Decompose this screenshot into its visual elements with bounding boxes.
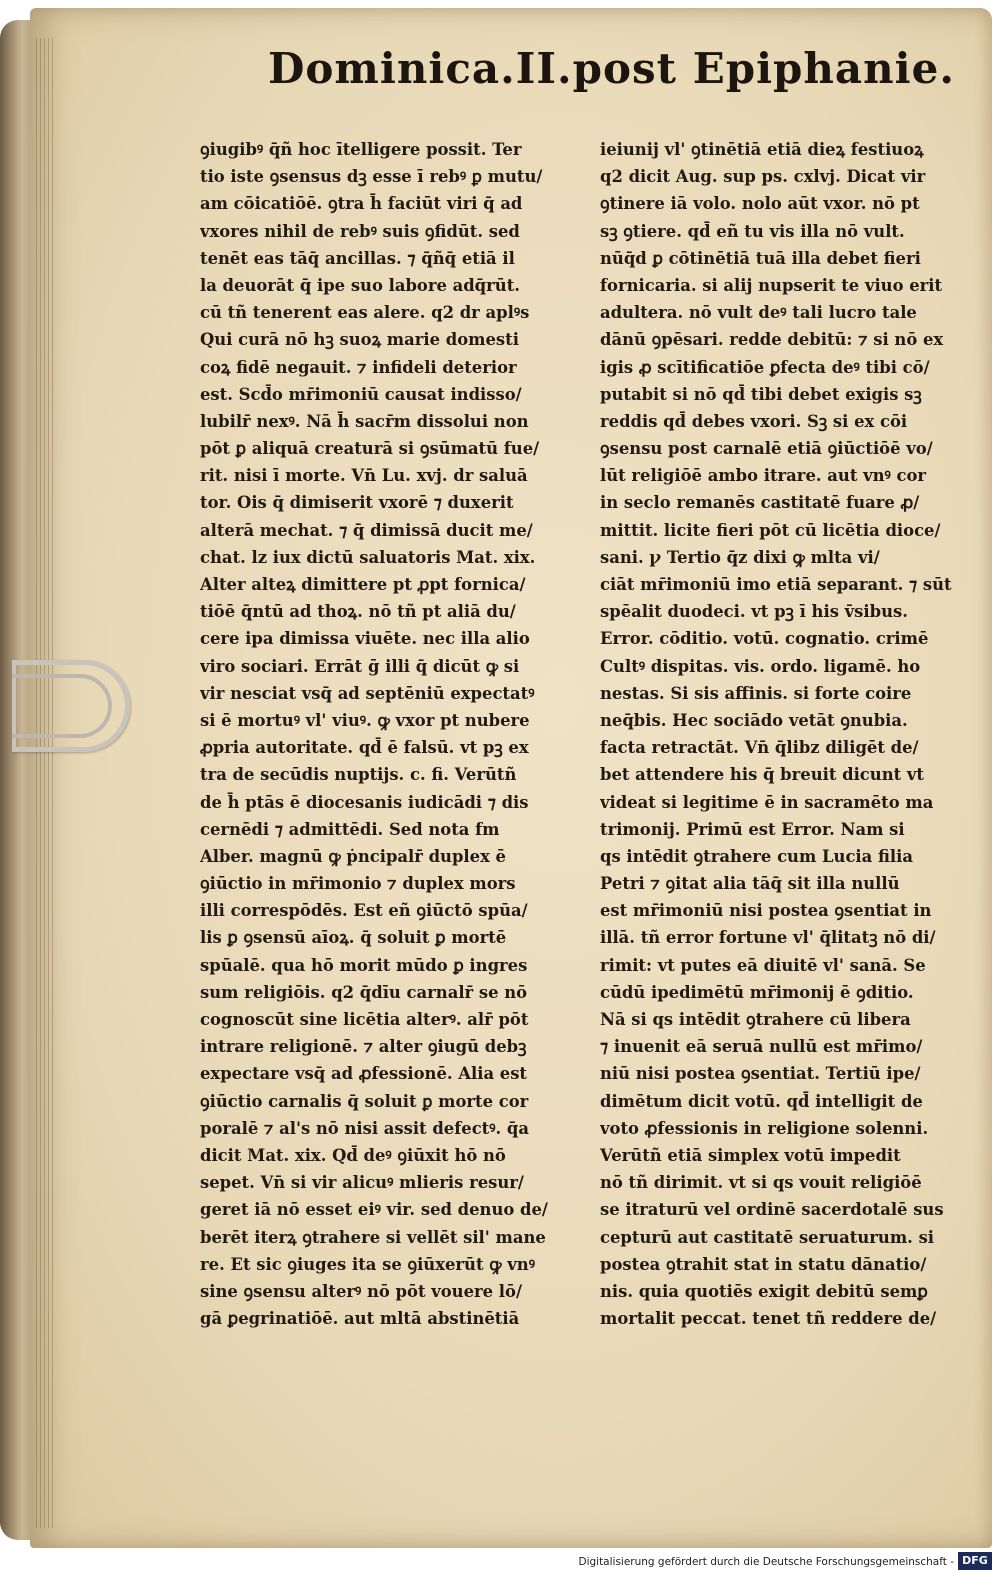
text-line: in seclo remanēs castitatē fuare ꝓ/ [600,493,920,513]
page-stack-lines [36,38,56,1528]
text-line: Verūtñ etiā simplex votū impedit [600,1145,901,1165]
text-line: reddis qd̄ debes vxori. Sꝫ si ex cōi [600,411,908,431]
text-line: postea ꝯtrahit stat in statu dānatio/ [600,1254,927,1274]
text-line: ⁊ inuenit eā seruā nullū est mr̄imo/ [600,1037,923,1057]
text-line: igis ꝓ scītificatiōe ꝑfecta deꝰ tibi cō/ [600,357,930,377]
text-line: neq̄bis. Hec sociādo vetāt ꝯnubia. [600,710,908,730]
text-line: cere ipa dimissa viuēte. nec illa alio [200,629,530,649]
text-line: ciāt mr̄imoniū imo etiā separant. ⁊ sūt [600,575,952,594]
text-line: mittit. licite fieri pōt cū licētia dioce/ [600,520,941,540]
text-line: cepturū aut castitatē seruaturum. si [600,1227,935,1247]
text-line: nō tñ dirimit. vt si qs vouit religiōē [600,1173,922,1193]
text-line: adultera. nō vult deꝰ tali lucro tale [600,303,917,323]
text-line: intrare religionē. ⁊ alter ꝯiugū debꝫ [200,1037,527,1057]
text-line: bet attendere his q̄ breuit dicunt vt [600,765,924,785]
text-line: tor. Ois q̄ dimiserit vxorē ⁊ duxerit [200,493,514,513]
text-line: de h̄ ptās ē diocesanis iudicādi ⁊ dis [200,792,529,812]
text-line: la deuorāt q̄ ipe suo labore adq̄rūt. [200,275,520,295]
text-line: cū tñ tenerent eas alere. q2 dr aplꝰs [200,303,530,323]
text-line: dānū ꝯpēsari. redde debitū: ⁊ si nō ex [600,330,944,350]
text-line: Error. cōditio. votū. cognatio. crimē [600,629,929,649]
footer-bar [0,1548,1000,1582]
text-line: poralē ⁊ al's nō nisi assit defectꝰ. q̄a [200,1118,530,1138]
text-line: Petri ⁊ ꝯitat alia tāq̄ sit illa nullū [600,874,900,894]
text-line: nis. quia quotiēs exigit debitū semꝑ [600,1281,928,1301]
text-line: videat si legitime ē in sacramēto ma [600,792,934,812]
text-line: sani. ꝩ Tertio q̄z dixi ꝙ mlta vi/ [600,547,880,567]
text-line: rimit: vt putes eā diuitē vl' sanā. Se [600,955,926,975]
text-line: chat. lz iux dictū saluatoris Mat. xix. [200,547,536,567]
text-line: ꝯiugibꝰ q̄ñ hoc ītelligere possit. Ter [200,140,522,159]
text-line: qs intēdit ꝯtrahere cum Lucia filia [600,846,913,866]
text-line: lubilr̄ nexꝰ. Nā h̄ sacr̄m dissolui non [200,411,529,431]
text-line: putabit si nō qd̄ tibi debet exigis sꝫ [600,384,922,404]
text-line: ꝯiūctio in mr̄imonio ⁊ duplex mors [200,874,516,894]
text-line: pōt ꝑ aliquā creaturā si ꝯsūmatū fue/ [200,439,540,459]
text-line: Qui curā nō hꝫ suoꝝ marie domesti [200,330,519,350]
text-line: sepet. Vn̄ si vir alicuꝰ mlieris resur/ [200,1173,524,1193]
text-line: spūalē. qua hō morit mūdo ꝑ ingres [200,955,528,975]
text-line: illā. tñ error fortune vl' q̄litatꝫ nō di/ [600,928,936,948]
funding-note: Digitalisierung gefördert durch die Deutsche Forschungsgemeinschaft - [578,1556,954,1568]
text-line: nūq̄d ꝑ cōtinētiā tuā illa debet fieri [600,248,921,268]
text-line: gā ꝑegrinatiōē. aut mltā abstinētiā [200,1309,520,1329]
text-line: est. Scd̄o mr̄imoniū causat indisso/ [200,384,522,404]
text-line: am cōicatiōē. ꝯtra h̄ faciūt viri q̄ ad [200,194,523,214]
text-line: sum religiōis. q2 q̄dīu carnalr̄ se nō [200,982,528,1002]
page-heading: Dominica.II.post Epiphanie. [268,44,955,93]
text-line: Alber. magnū ꝙ ṗncipalr̄ duplex ē [200,846,506,866]
text-line: trimonij. Primū est Error. Nam si [600,819,905,839]
text-line: expectare vsq̄ ad ꝓfessionē. Alia est [200,1064,528,1084]
text-line: spēalit duodeci. vt pꝫ ī his v̄sibus. [600,602,908,622]
text-line: cernēdi ⁊ admittēdi. Sed nota fm [200,819,500,839]
text-line: niū nisi postea ꝯsentiat. Tertiū ipe/ [600,1064,921,1084]
text-line: tra de secūdis nuptijs. c. fi. Verūtñ [200,765,517,785]
text-line: lis ꝑ ꝯsensū aīoꝝ. q̄ soluit ꝑ mortē [200,928,507,948]
text-line: alterā mechat. ⁊ q̄ dimissā ducit me/ [200,520,533,540]
text-line: est mr̄imoniū nisi postea ꝯsentiat in [600,901,932,921]
text-line: vir nesciat vsq̄ ad septēniū expectatꝰ [200,683,535,703]
text-line: ꝯsensu post carnalē etiā ꝯiūctiōē vo/ [600,439,933,459]
text-line: viro sociari. Errāt ḡ illi q̄ dicūt ꝙ si [200,656,520,676]
text-line: coꝝ fidē negauit. ⁊ infideli deterior [200,357,517,377]
text-line: sꝫ ꝯtiere. qd̄ eñ tu vis illa nō vult. [600,221,905,241]
text-line: ꝯtinere iā volo. nolo aūt vxor. nō pt [600,194,920,214]
text-line: ꝓpria autoritate. qd̄ ē falsū. vt pꝫ ex [200,738,529,758]
text-line: dimētum dicit votū. qd̄ intelligit de [600,1091,923,1111]
text-line: re. Et sic ꝯiuges ita se ꝯiūxerūt ꝙ vnꝰ [200,1254,535,1274]
text-line: si ē mortuꝰ vl' viuꝰ. ꝙ vxor pt nubere [200,710,530,730]
text-line: geret iā nō esset eiꝰ vir. sed denuo de/ [200,1200,548,1220]
text-line: Alter alteꝝ dimittere pt ꝓpt fornica/ [200,575,526,594]
text-line: tio iste ꝯsensus dꝫ esse ī rebꝰ ꝑ mutu/ [200,167,543,187]
text-line: facta retractāt. Vn̄ q̄libz diligēt de/ [600,738,919,758]
text-line: mortalit peccat. tenet tñ reddere de/ [600,1309,937,1329]
text-line: tenēt eas tāq̄ ancillas. ⁊ q̄ñq̄ etiā il [200,248,515,268]
text-line: ꝯiūctio carnalis q̄ soluit ꝑ morte cor [200,1091,529,1111]
text-line: cognoscūt sine licētia alterꝰ. alr̄ pōt [200,1010,529,1029]
text-line: vxores nihil de rebꝰ suis ꝯfidūt. sed [200,221,520,241]
right-text-column [600,136,970,1332]
text-line: q2 dicit Aug. sup ps. cxlvj. Dicat vir [600,167,926,187]
text-line: cūdū ipedimētū mr̄imonij ē ꝯditio. [600,982,914,1002]
left-text-column [200,136,585,1332]
text-line: nestas. Si sis affinis. si forte coire [600,683,912,703]
text-line: berēt iterꝝ ꝯtrahere si vellēt sil' mane [200,1227,546,1247]
text-line: Nā si qs intēdit ꝯtrahere cū libera [600,1010,911,1029]
text-line: lūt religiōē ambo itrare. aut vnꝰ cor [600,466,927,486]
text-line: fornicaria. si alij nupserit te viuo erit [600,275,943,295]
text-line: Cultꝰ dispitas. vis. ordo. ligamē. ho [600,656,921,676]
text-line: se itraturū vel ordinē sacerdotalē sus [600,1200,944,1220]
text-line: dicit Mat. xix. Qd̄ deꝰ ꝯiūxit hō nō [200,1145,506,1165]
paper-clip-inner [12,674,112,738]
text-line: tiōē q̄ntū ad thoꝝ. nō tñ pt aliā du/ [200,602,516,622]
text-line: sine ꝯsensu alterꝰ nō pōt vouere lō/ [200,1281,522,1301]
text-line: rit. nisi ī morte. Vn̄ Lu. xvj. dr saluā [200,466,528,486]
text-line: ieiunij vl' ꝯtinētiā etiā dieꝝ festiuoꝝ [600,140,924,159]
dfg-logo: DFG [958,1552,992,1570]
text-line: illi correspōdēs. Est eñ ꝯiūctō spūa/ [200,901,528,921]
text-line: voto ꝓfessionis in religione solenni. [600,1118,929,1138]
